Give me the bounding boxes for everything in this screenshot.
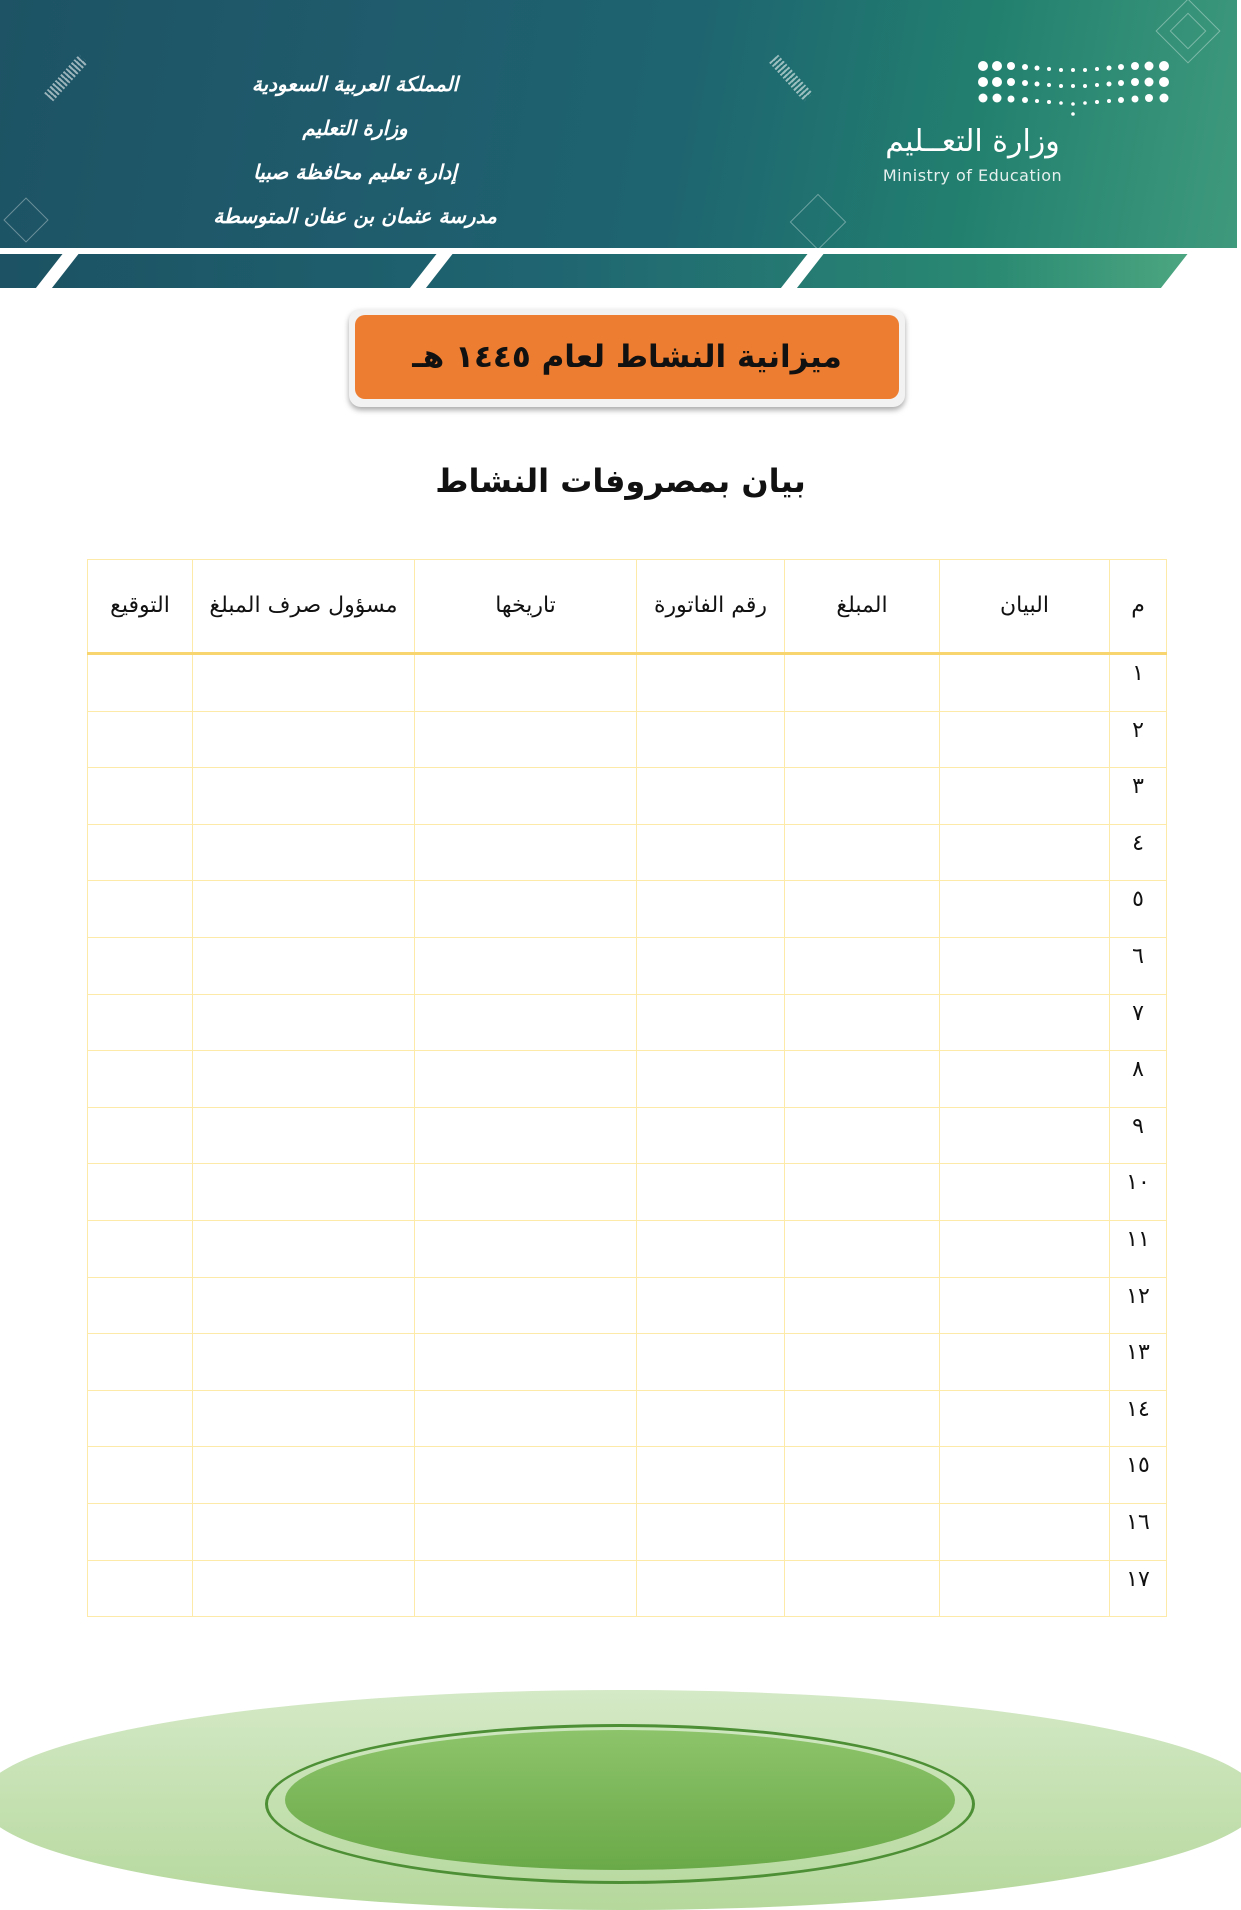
officer-cell[interactable] [193,937,415,994]
invoice-number-cell[interactable] [637,1390,785,1447]
row-number: ١٥ [1110,1447,1167,1504]
signature-cell[interactable] [88,1107,193,1164]
description-cell[interactable] [940,1220,1110,1277]
signature-cell[interactable] [88,937,193,994]
signature-cell[interactable] [88,824,193,881]
school-name-line: مدرسة عثمان بن عفان المتوسطة [213,204,497,228]
table-row [88,994,1167,1051]
signature-cell[interactable] [88,711,193,768]
description-cell[interactable] [940,1277,1110,1334]
row-number: ١٣ [1110,1334,1167,1391]
table-row [88,1390,1167,1447]
row-number: ٥ [1110,881,1167,938]
invoice-date-cell[interactable] [415,824,637,881]
officer-cell[interactable] [193,1220,415,1277]
decorative-diamond [3,197,48,242]
signature-cell[interactable] [88,881,193,938]
invoice-number-cell[interactable] [637,994,785,1051]
ministry-name-arabic: وزارة التعــليم [885,124,1060,159]
invoice-date-cell[interactable] [415,1277,637,1334]
signature-cell[interactable] [88,1390,193,1447]
table-row [88,1503,1167,1560]
table-row [88,937,1167,994]
invoice-date-cell[interactable] [415,1334,637,1391]
amount-cell[interactable] [785,881,940,938]
invoice-number-cell[interactable] [637,1447,785,1504]
officer-cell[interactable] [193,1107,415,1164]
header-banner [0,0,1237,252]
description-cell[interactable] [940,768,1110,825]
description-cell[interactable] [940,1503,1110,1560]
signature-cell[interactable] [88,1503,193,1560]
table-header-row [88,560,1167,654]
officer-cell[interactable] [193,711,415,768]
amount-cell[interactable] [785,937,940,994]
description-cell[interactable] [940,1051,1110,1108]
amount-cell[interactable] [785,1164,940,1221]
description-cell[interactable] [940,711,1110,768]
invoice-date-cell[interactable] [415,881,637,938]
table-row [88,1220,1167,1277]
header-invoice-date: تاريخها [415,560,637,654]
invoice-number-cell[interactable] [637,937,785,994]
invoice-number-cell[interactable] [637,1220,785,1277]
invoice-date-cell[interactable] [415,1220,637,1277]
row-number: ١٧ [1110,1560,1167,1617]
invoice-number-cell[interactable] [637,1560,785,1617]
table-body [88,654,1167,1617]
row-number: ١٢ [1110,1277,1167,1334]
invoice-number-cell[interactable] [637,1164,785,1221]
officer-cell[interactable] [193,654,415,712]
invoice-date-cell[interactable] [415,937,637,994]
invoice-number-cell[interactable] [637,824,785,881]
kingdom-line: المملكة العربية السعودية [251,72,459,96]
invoice-date-cell[interactable] [415,768,637,825]
amount-cell[interactable] [785,824,940,881]
description-cell[interactable] [940,937,1110,994]
table-row [88,1051,1167,1108]
signature-cell[interactable] [88,1560,193,1617]
invoice-number-cell[interactable] [637,1107,785,1164]
invoice-number-cell[interactable] [637,1277,785,1334]
table-row [88,1164,1167,1221]
signature-cell[interactable] [88,1220,193,1277]
header-description: البيان [940,560,1110,654]
invoice-date-cell[interactable] [415,1051,637,1108]
description-cell[interactable] [940,1107,1110,1164]
amount-cell[interactable] [785,1503,940,1560]
decorative-diamond [790,194,847,251]
table-row [88,881,1167,938]
invoice-number-cell[interactable] [637,881,785,938]
officer-cell[interactable] [193,1390,415,1447]
invoice-date-cell[interactable] [415,1107,637,1164]
header-invoice-number: رقم الفاتورة [637,560,785,654]
description-cell[interactable] [940,1447,1110,1504]
footer-inner-decoration [285,1730,955,1870]
amount-cell[interactable] [785,994,940,1051]
description-cell[interactable] [940,994,1110,1051]
officer-cell[interactable] [193,1164,415,1221]
invoice-date-cell[interactable] [415,654,637,712]
row-number: ١١ [1110,1220,1167,1277]
invoice-number-cell[interactable] [637,1503,785,1560]
row-number: ١٦ [1110,1503,1167,1560]
amount-cell[interactable] [785,1220,940,1277]
invoice-date-cell[interactable] [415,994,637,1051]
invoice-date-cell[interactable] [415,711,637,768]
section-heading: بيان بمصروفات النشاط [435,462,806,500]
invoice-number-cell[interactable] [637,1334,785,1391]
table-row [88,1107,1167,1164]
officer-cell[interactable] [193,994,415,1051]
invoice-number-cell[interactable] [637,768,785,825]
row-number: ١٤ [1110,1390,1167,1447]
row-number: ٨ [1110,1051,1167,1108]
description-cell[interactable] [940,1560,1110,1617]
invoice-date-cell[interactable] [415,1503,637,1560]
amount-cell[interactable] [785,1560,940,1617]
signature-cell[interactable] [88,1277,193,1334]
ministry-logo [870,58,1180,198]
officer-cell[interactable] [193,1503,415,1560]
row-number: ١ [1110,654,1167,712]
signature-cell[interactable] [88,1164,193,1221]
officer-cell[interactable] [193,1560,415,1617]
header-index: م [1110,560,1167,654]
expenses-table [87,559,1167,1617]
invoice-number-cell[interactable] [637,654,785,712]
row-number: ٣ [1110,768,1167,825]
signature-cell[interactable] [88,994,193,1051]
officer-cell[interactable] [193,1447,415,1504]
description-cell[interactable] [940,1390,1110,1447]
invoice-date-cell[interactable] [415,1164,637,1221]
school-info [150,62,560,238]
table-row [88,711,1167,768]
table-row [88,768,1167,825]
invoice-number-cell[interactable] [637,711,785,768]
signature-cell[interactable] [88,654,193,712]
officer-cell[interactable] [193,824,415,881]
invoice-date-cell[interactable] [415,1390,637,1447]
officer-cell[interactable] [193,1334,415,1391]
ministry-logo-dots-icon [975,58,1180,118]
amount-cell[interactable] [785,711,940,768]
header-signature: التوقيع [88,560,193,654]
invoice-date-cell[interactable] [415,1447,637,1504]
table-row [88,824,1167,881]
amount-cell[interactable] [785,1334,940,1391]
row-number: ٧ [1110,994,1167,1051]
amount-cell[interactable] [785,1051,940,1108]
header-disbursement-officer: مسؤول صرف المبلغ [193,560,415,654]
amount-cell[interactable] [785,1277,940,1334]
table-row [88,1277,1167,1334]
description-cell[interactable] [940,1334,1110,1391]
directorate-line: إدارة تعليم محافظة صبيا [253,160,457,184]
page-title: ميزانية النشاط لعام ١٤٤٥ هـ [355,315,899,399]
table-row [88,1447,1167,1504]
amount-cell[interactable] [785,1107,940,1164]
officer-cell[interactable] [193,768,415,825]
invoice-number-cell[interactable] [637,1051,785,1108]
officer-cell[interactable] [193,881,415,938]
table-row [88,1560,1167,1617]
signature-cell[interactable] [88,1447,193,1504]
decorative-hatch [44,55,88,102]
row-number: ١٠ [1110,1164,1167,1221]
description-cell[interactable] [940,654,1110,712]
description-cell[interactable] [940,1164,1110,1221]
amount-cell[interactable] [785,1447,940,1504]
row-number: ٤ [1110,824,1167,881]
officer-cell[interactable] [193,1277,415,1334]
signature-cell[interactable] [88,1051,193,1108]
officer-cell[interactable] [193,1051,415,1108]
amount-cell[interactable] [785,654,940,712]
table-row [88,1334,1167,1391]
signature-cell[interactable] [88,768,193,825]
row-number: ٦ [1110,937,1167,994]
row-number: ٢ [1110,711,1167,768]
row-number: ٩ [1110,1107,1167,1164]
amount-cell[interactable] [785,768,940,825]
decorative-hatch [769,55,813,102]
amount-cell[interactable] [785,1390,940,1447]
ministry-name-english: Ministry of Education [882,166,1063,185]
signature-cell[interactable] [88,1334,193,1391]
description-cell[interactable] [940,824,1110,881]
description-cell[interactable] [940,881,1110,938]
invoice-date-cell[interactable] [415,1560,637,1617]
ministry-line: وزارة التعليم [302,116,408,140]
header-amount: المبلغ [785,560,940,654]
banner-bottom-strip [0,254,1241,288]
table-row [88,654,1167,712]
